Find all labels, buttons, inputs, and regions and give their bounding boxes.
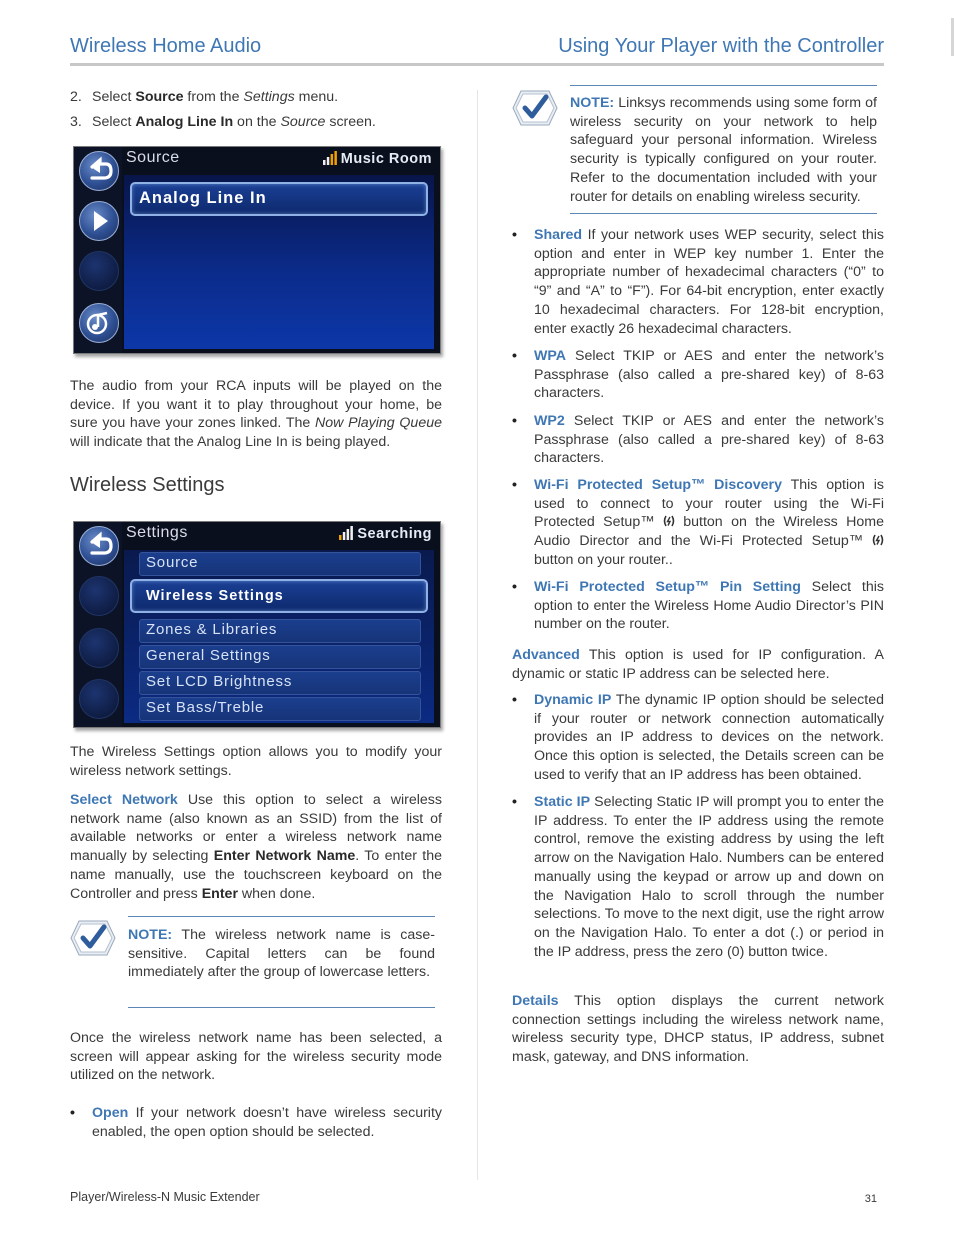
analog-line-in-label: Analog Line In <box>139 189 267 207</box>
bullet-label: Shared <box>534 227 583 243</box>
menu-item-general-settings[interactable] <box>139 645 421 669</box>
bullet-label: WP2 <box>534 413 565 429</box>
menu-item-label: Source <box>146 554 199 571</box>
wps-pin-bullet <box>512 578 884 634</box>
footer-product-name: Player/Wireless-N Music Extender <box>70 1190 260 1204</box>
settings-screen-image <box>73 521 441 728</box>
step-item <box>70 113 450 132</box>
wps-icon <box>663 515 675 527</box>
bullet-body: Select TKIP or AES and enter the network’s Passphrase (also called a pre-shared key) of 8-63 characters. <box>534 348 884 402</box>
back-arrow-icon[interactable] <box>79 526 119 566</box>
bullet-text <box>534 226 884 338</box>
note-label: NOTE: <box>570 95 615 111</box>
bullet-body: The dynamic IP option should be selected if your router or network connection automatically provides an IP address to devices on the network. Once this option is selected, the Details screen can be used to verify that an IP address has been obtained. <box>534 692 884 783</box>
menu-item-bass-treble[interactable] <box>139 697 421 721</box>
bullet-body: Select TKIP or AES and enter the network’s Passphrase (also called a pre-shared key) of 8-63 characters. <box>534 413 884 467</box>
advanced-paragraph <box>512 646 884 683</box>
menu-item-zones-libraries[interactable] <box>139 619 421 643</box>
back-arrow-icon[interactable] <box>79 151 119 191</box>
menu-item-label: General Settings <box>146 647 271 664</box>
security-mode-paragraph: Once the wireless network name has been selected, a screen will appear asking for the wireless security mode utilized on the network. <box>70 1030 442 1084</box>
header-left-title: Wireless Home Audio <box>70 35 262 57</box>
paragraph-text: when done. <box>237 885 316 902</box>
bullet-dot: • <box>512 227 517 243</box>
menu-item-label: Set Bass/Treble <box>146 699 265 716</box>
bullet-label: Dynamic IP <box>534 692 612 708</box>
step-text: menu. <box>294 89 339 105</box>
paragraph-text: The audio from your RCA inputs will be played on the device. If you want it to play throughout your home, be sure you have your zones linked. The <box>70 378 442 432</box>
step-italic: Settings <box>243 89 295 105</box>
menu-item-source[interactable] <box>139 552 421 576</box>
select-network-label: Select Network <box>70 792 178 808</box>
note-rule-bottom <box>128 1007 435 1008</box>
open-bullet <box>70 1104 442 1141</box>
note-wireless-security <box>512 85 877 215</box>
header-rule <box>70 63 884 66</box>
bullet-text <box>534 578 884 634</box>
bullet-text <box>534 347 884 403</box>
play-icon[interactable] <box>79 201 119 241</box>
advanced-label: Advanced <box>512 647 580 663</box>
step-number: 3. <box>70 114 82 130</box>
step-text: Select <box>92 114 136 130</box>
step-text: screen. <box>325 114 376 130</box>
signal-bars-icon <box>339 526 353 540</box>
step-number: 2. <box>70 89 82 105</box>
screen-title: Source <box>126 149 180 166</box>
bullet-text <box>534 691 884 785</box>
step-bold: Source <box>135 89 184 105</box>
note-body: The wireless network name is case-sensitive. Capital letters can be found immediately after the group of lowercase letters. <box>128 927 435 981</box>
bullet-dot: • <box>512 477 517 493</box>
note-label: NOTE: <box>128 927 173 943</box>
note-text <box>128 926 435 982</box>
bullet-body: button on your router.. <box>534 551 673 568</box>
wpa-bullet <box>512 347 884 403</box>
bullet-body: Select this option to enter the Wireless Home Audio Director’s PIN number on the router. <box>534 579 884 633</box>
bullet-dot: • <box>512 692 517 708</box>
analog-line-in-item[interactable] <box>130 182 428 216</box>
bullet-text <box>534 793 884 961</box>
bullet-dot: • <box>512 579 517 595</box>
details-paragraph <box>512 992 884 1067</box>
paragraph-text: will indicate that the Analog Line In is being played. <box>70 434 391 451</box>
audio-paragraph <box>70 377 442 452</box>
paragraph-bold: Enter <box>201 885 238 902</box>
empty-button-icon[interactable] <box>79 576 119 616</box>
screen-status <box>323 150 432 169</box>
signal-bars-icon <box>323 151 337 165</box>
wireless-settings-paragraph: The Wireless Settings option allows you to modify your wireless network settings. <box>70 744 442 779</box>
empty-button-icon[interactable] <box>79 628 119 668</box>
paragraph-text: This option displays the current network connection settings including the wireless network name, wireless security type, DHCP status, IP address, subnet mask, gateway, and DNS information. <box>512 993 884 1066</box>
bullet-dot: • <box>512 413 517 429</box>
step-text: on the <box>233 114 281 130</box>
column-separator <box>477 90 478 1180</box>
wps-icon <box>872 534 884 546</box>
menu-item-label: Zones & Libraries <box>146 621 278 638</box>
checkmark-icon <box>70 918 116 958</box>
bullet-label: WPA <box>534 348 567 364</box>
wps-discovery-bullet <box>512 476 884 570</box>
screen-title: Settings <box>126 524 188 541</box>
menu-item-wireless-settings[interactable] <box>130 579 428 613</box>
bullet-label: Wi-Fi Protected Setup™ Discovery <box>534 477 782 493</box>
menu-item-label: Set LCD Brightness <box>146 673 293 690</box>
paragraph-bold: Enter Network Name <box>213 848 356 865</box>
source-screen-image <box>73 146 441 354</box>
bullet-dot: • <box>512 348 517 364</box>
step-text: Select <box>92 89 136 105</box>
bullet-text <box>534 412 884 468</box>
music-note-icon[interactable] <box>79 303 119 343</box>
paragraph-text: Use this option to select a wireless network name (also known as an SSID) from the list of available networks or enter a wireless network name manually by selecting <box>70 792 442 865</box>
bullet-body: If your network doesn’t have wireless security enabled, the open option should be selected. <box>92 1105 442 1140</box>
bullet-body: This option is used to connect to your router using the Wi-Fi Protected Setup™ <box>534 477 884 531</box>
shared-bullet <box>512 226 884 338</box>
wireless-settings-heading: Wireless Settings <box>70 474 225 496</box>
bullet-text <box>534 476 884 570</box>
static-ip-bullet <box>512 793 884 961</box>
details-label: Details <box>512 993 559 1009</box>
empty-button-icon[interactable] <box>79 679 119 719</box>
bullet-body: button on the Wireless Home Audio Director and the Wi-Fi Protected Setup™ <box>534 514 885 550</box>
note-rule-top <box>570 85 877 86</box>
bullet-label: Wi-Fi Protected Setup™ Pin Setting <box>534 579 801 595</box>
note-case-sensitive <box>70 916 435 1011</box>
paragraph-italic: Now Playing Queue <box>315 415 442 432</box>
bullet-text <box>92 1104 442 1141</box>
bullet-body: Selecting Static IP will prompt you to enter the IP address. To enter the IP address using the remote control, remove the existing address by using the left arrow on the Navigation Halo. Numbers can be entered manually using the keypad or arrow up and down on the Navigation Halo to scroll through the number selections. To move to the next digit, use the right arrow on the Navigation Halo. To enter a dot (.) or period in the IP address, press the zero (0) button twice. <box>534 794 884 960</box>
screen-status <box>339 525 432 544</box>
note-body: Linksys recommends using some form of wireless security on your network to help safeguard your personal information. Wireless security is typically configured on your router. Refer to the documentation included with your router for details on enabling wireless security. <box>570 95 877 205</box>
bullet-label: Static IP <box>534 794 591 810</box>
bullet-label: Open <box>92 1105 129 1121</box>
wp2-bullet <box>512 412 884 468</box>
screen-status-text: Music Room <box>340 151 432 167</box>
empty-button-icon[interactable] <box>79 251 119 291</box>
paragraph-text: . To enter the name manually, use the touchscreen keyboard on the Controller and press <box>70 848 443 902</box>
footer-page-number: 31 <box>864 1193 877 1205</box>
dynamic-ip-bullet <box>512 691 884 785</box>
bullet-dot: • <box>70 1105 75 1121</box>
step-bold: Analog Line In <box>135 114 234 130</box>
step-item <box>70 88 450 107</box>
select-network-paragraph <box>70 791 442 903</box>
header-right-title: Using Your Player with the Controller <box>558 35 884 57</box>
note-rule-bottom <box>570 213 877 214</box>
step-text: from the <box>183 89 244 105</box>
checkmark-icon <box>512 88 558 128</box>
menu-item-label: Wireless Settings <box>146 588 284 604</box>
bullet-body: If your network uses WEP security, select this option and enter in WEP key number 1. Enter the appropriate number of hexadecimal characters (“0” to “9” and “A” to “F”). For 64-bit encryption, enter exactly 10 hexadecimal characters. For 128-bit encryption, enter exactly 26 hexadecimal characters. <box>534 227 884 337</box>
note-text <box>570 94 877 206</box>
bullet-dot: • <box>512 794 517 810</box>
step-italic: Source <box>280 114 326 130</box>
screen-status-text: Searching <box>357 526 432 542</box>
note-rule-top <box>128 916 435 917</box>
menu-item-lcd-brightness[interactable] <box>139 671 421 695</box>
paragraph-text: This option is used for IP configuration. A dynamic or static IP address can be selected here. <box>512 647 884 682</box>
